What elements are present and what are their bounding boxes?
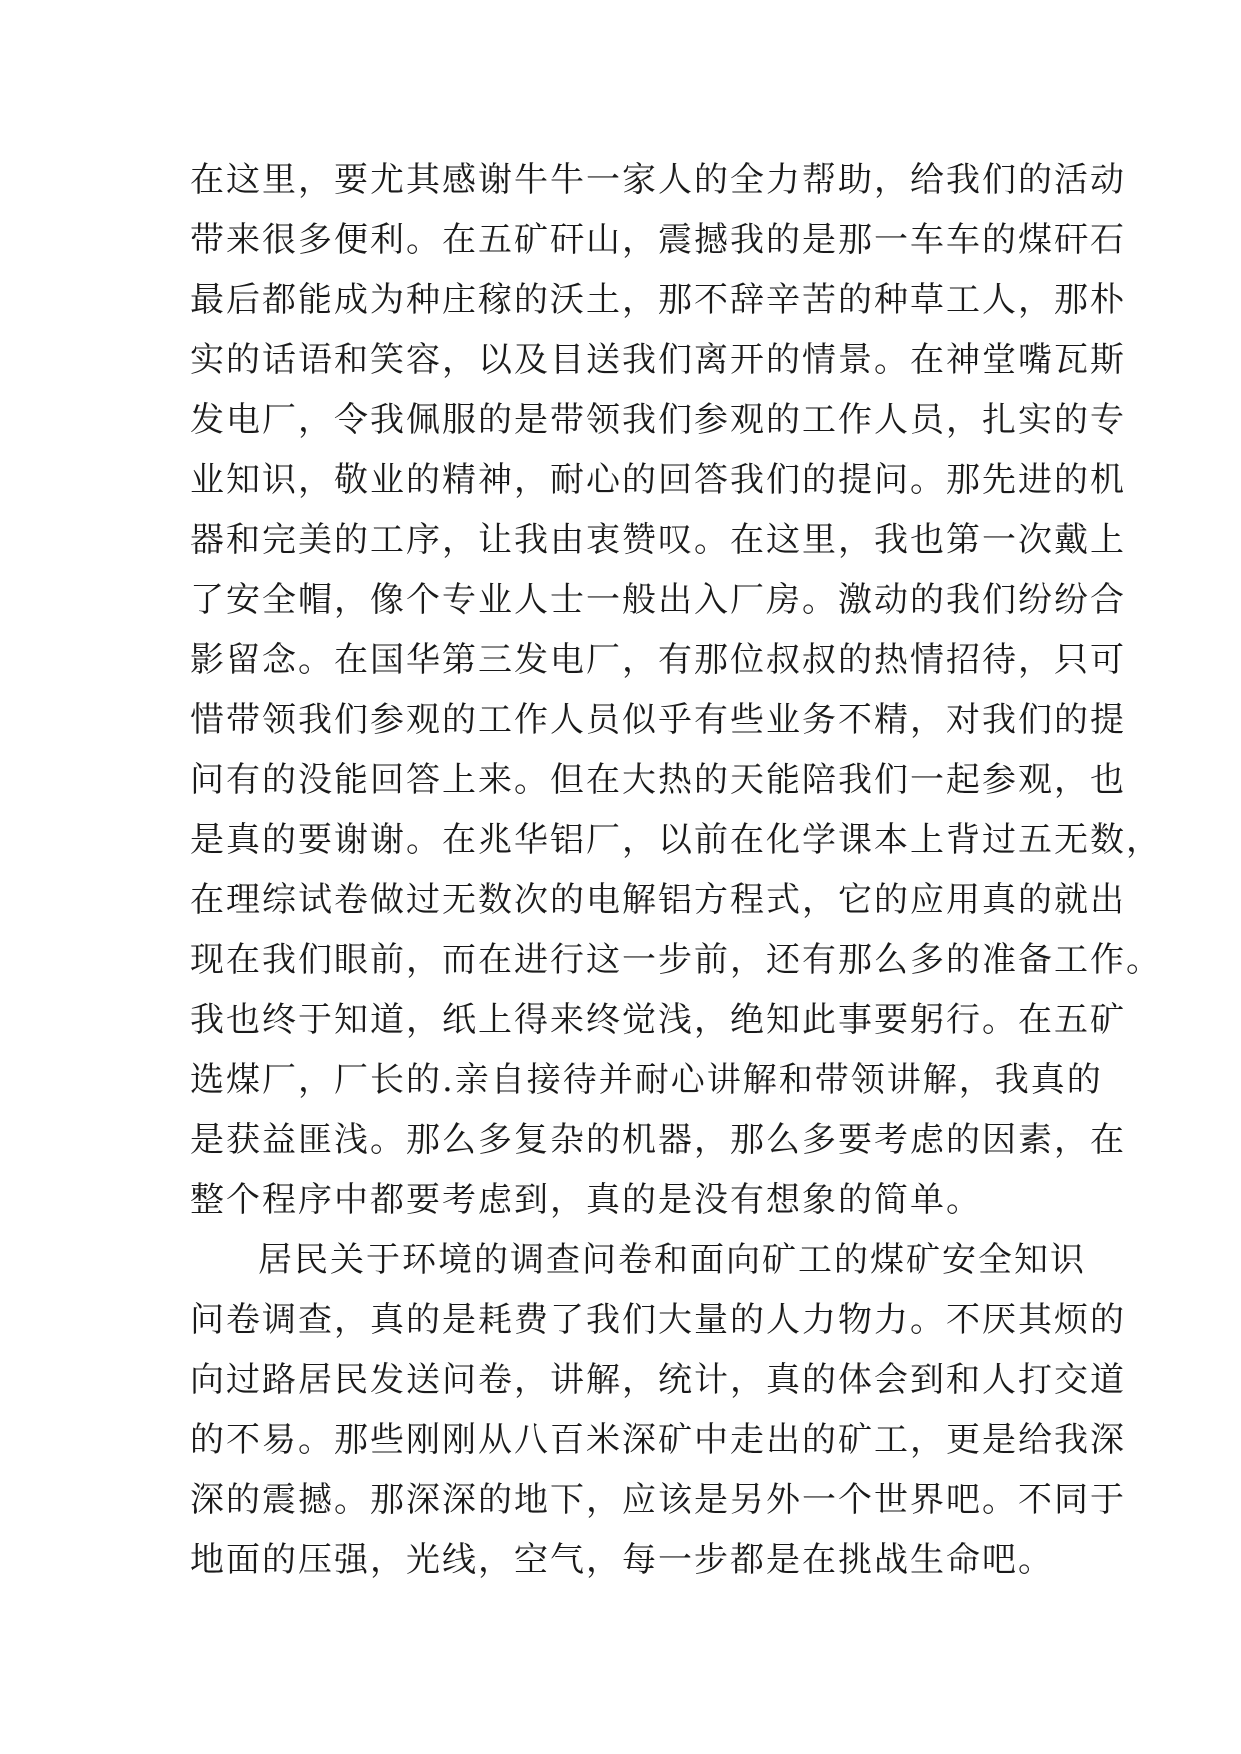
paragraph-1-line: 问有的没能回答上来。但在大热的天能陪我们一起参观，也 [190, 760, 1126, 800]
paragraph-1-line: 实的话语和笑容，以及目送我们离开的情景。在神堂嘴瓦斯 [190, 340, 1126, 380]
paragraph-1-line: 在这里，要尤其感谢牛牛一家人的全力帮助，给我们的活动 [190, 160, 1126, 200]
paragraph-1-line: 了安全帽，像个专业人士一般出入厂房。激动的我们纷纷合 [190, 580, 1126, 620]
paragraph-2-line: 居民关于环境的调查问卷和面向矿工的煤矿安全知识 [258, 1240, 1086, 1280]
paragraph-1-line: 是获益匪浅。那么多复杂的机器，那么多要考虑的因素，在 [190, 1120, 1126, 1160]
paragraph-1-line: 器和完美的工序，让我由衷赞叹。在这里，我也第一次戴上 [190, 520, 1126, 560]
document-body [190, 150, 1162, 1590]
paragraph-1-line: 整个程序中都要考虑到，真的是没有想象的简单。 [190, 1180, 982, 1220]
paragraph-1-line: 影留念。在国华第三发电厂，有那位叔叔的热情招待，只可 [190, 640, 1126, 680]
paragraph-1-line: 选煤厂，厂长的.亲自接待并耐心讲解和带领讲解，我真的 [190, 1060, 1103, 1100]
paragraph-2-line: 的不易。那些刚刚从八百米深矿中走出的矿工，更是给我深 [190, 1420, 1126, 1460]
paragraph-2-line: 向过路居民发送问卷，讲解，统计，真的体会到和人打交道 [190, 1360, 1126, 1400]
paragraph-1-line: 带来很多便利。在五矿矸山，震撼我的是那一车车的煤矸石 [190, 220, 1126, 260]
paragraph-1-line: 业知识，敬业的精神，耐心的回答我们的提问。那先进的机 [190, 460, 1126, 500]
paragraph-1-line: 现在我们眼前，而在进行这一步前，还有那么多的准备工作。 [190, 940, 1162, 980]
paragraph-1-line: 我也终于知道，纸上得来终觉浅，绝知此事要躬行。在五矿 [190, 1000, 1126, 1040]
paragraph-1-line: 最后都能成为种庄稼的沃土，那不辞辛苦的种草工人，那朴 [190, 280, 1126, 320]
paragraph-2-line: 地面的压强，光线，空气，每一步都是在挑战生命吧。 [190, 1540, 1054, 1580]
paragraph-1-line: 惜带领我们参观的工作人员似乎有些业务不精，对我们的提 [190, 700, 1126, 740]
paragraph-1-line: 是真的要谢谢。在兆华铝厂，以前在化学课本上背过五无数， [190, 820, 1162, 860]
paragraph-1-line: 在理综试卷做过无数次的电解铝方程式，它的应用真的就出 [190, 880, 1126, 920]
paragraph-2-line: 问卷调查，真的是耗费了我们大量的人力物力。不厌其烦的 [190, 1300, 1126, 1340]
paragraph-1-line: 发电厂，令我佩服的是带领我们参观的工作人员，扎实的专 [190, 400, 1126, 440]
paragraph-2-line: 深的震撼。那深深的地下，应该是另外一个世界吧。不同于 [190, 1480, 1126, 1520]
